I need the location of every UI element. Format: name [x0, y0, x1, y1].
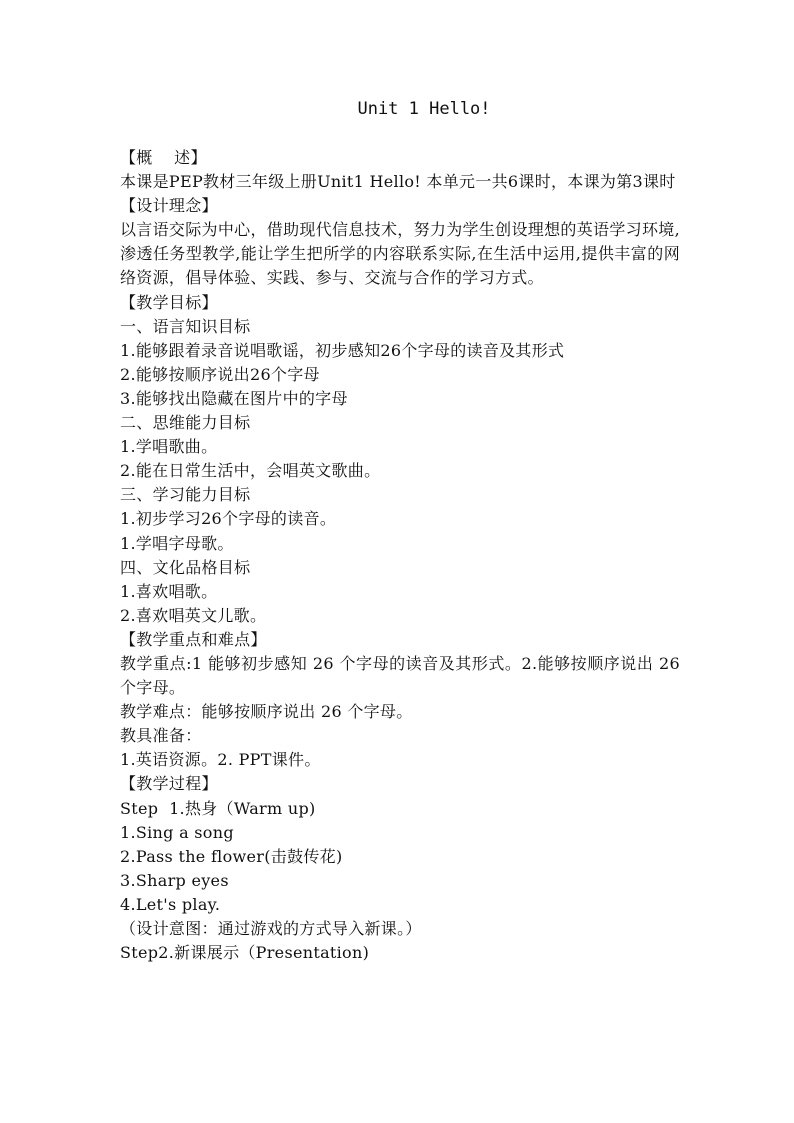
goal-item: 2.喜欢唱英文儿歌。	[120, 605, 267, 625]
section-heading-design-concept: 【设计理念】	[120, 196, 218, 216]
goal-item: 1.学唱歌曲。	[120, 437, 218, 457]
step-item: 2.Pass the flower(击鼓传花)	[120, 846, 343, 866]
step-heading-presentation: Step2.新课展示（Presentation)	[120, 943, 370, 963]
section-heading-key-points: 【教学重点和难点】	[120, 629, 267, 649]
goal-item: 1.初步学习26个字母的读音。	[120, 509, 337, 529]
step-item: 1.Sing a song	[120, 822, 234, 842]
section-heading-teaching-goals: 【教学目标】	[120, 292, 218, 312]
design-intent-note: （设计意图：通过游戏的方式导入新课。）	[120, 919, 422, 938]
overview-text: 本课是PEP教材三年级上册Unit1 Hello! 本单元一共6课时，本课为第3课时	[120, 172, 676, 192]
section-heading-overview: 【概 述】	[120, 148, 207, 167]
goal-heading-thinking: 二、思维能力目标	[120, 413, 251, 433]
goal-item: 1.喜欢唱歌。	[120, 581, 218, 601]
teaching-aids-text: 1.英语资源。2. PPT课件。	[120, 750, 321, 770]
goal-item: 3.能够找出隐藏在图片中的字母	[120, 388, 348, 408]
step-item: 3.Sharp eyes	[120, 870, 229, 890]
teaching-aids-heading: 教具准备：	[120, 726, 202, 746]
goal-heading-culture: 四、文化品格目标	[120, 557, 251, 577]
key-point-text: 教学重点:1 能够初步感知 26 个字母的读音及其形式。2.能够按顺序说出 26 个字母。	[120, 653, 680, 698]
document-body	[120, 146, 680, 965]
goal-item: 2.能够按顺序说出26个字母	[120, 364, 320, 384]
difficult-point-text: 教学难点：能够按顺序说出 26 个字母。	[120, 702, 413, 722]
goal-item: 2.能在日常生活中，会唱英文歌曲。	[120, 461, 381, 481]
goal-item: 1.能够跟着录音说唱歌谣，初步感知26个字母的读音及其形式	[120, 340, 565, 360]
design-concept-text: 以言语交际为中心，借助现代信息技术，努力为学生创设理想的英语学习环境,渗透任务型教学,能让学生把所学的内容联系实际,在生活中运用,提供丰富的网络资源，倡导体验、实践、参与、交流与合作的学习方式。	[120, 220, 680, 288]
goal-heading-learning: 三、学习能力目标	[120, 485, 251, 505]
section-heading-process: 【教学过程】	[120, 774, 218, 794]
goal-heading-language: 一、语言知识目标	[120, 316, 251, 336]
document-title: Unit 1 Hello!	[357, 99, 491, 119]
step-heading-warm-up: Step 1.热身（Warm up)	[120, 798, 316, 818]
goal-item: 1.学唱字母歌。	[120, 533, 234, 553]
step-item: 4.Let's play.	[120, 894, 221, 914]
